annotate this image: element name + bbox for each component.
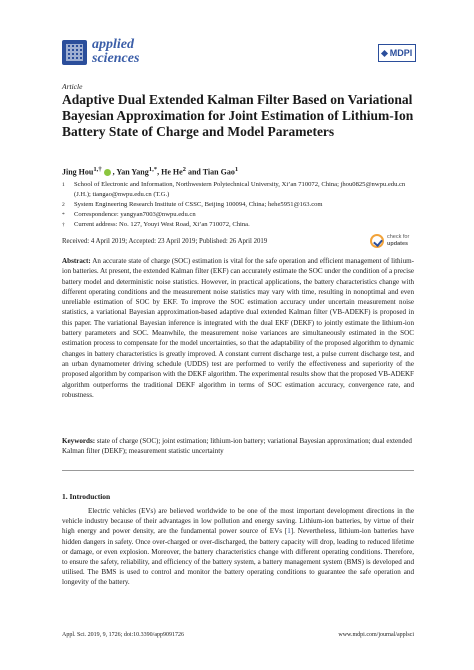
author-superscript: 1,* bbox=[148, 166, 158, 173]
section-heading: 1. Introduction bbox=[62, 492, 111, 501]
journal-name-line2: sciences bbox=[92, 51, 140, 66]
affiliation-mark: 1 bbox=[62, 182, 65, 188]
author-conjunction: and bbox=[187, 167, 201, 177]
affiliation-text: Current address: No. 127, Youyi West Road, Xi’an 710072, China. bbox=[74, 221, 250, 228]
journal-name bbox=[92, 38, 139, 66]
mdpi-logo bbox=[378, 44, 416, 62]
author-superscript: 2 bbox=[182, 166, 186, 173]
intro-text-part2: ]. Nevertheless, lithium-ion batteries have hidden dangers in safety. Once over-charged or over-discharged, the battery capacity will drop, leading to reduced lifetime or damage, or even explosion. Moreover, the battery characteristics change with different operating conditions. Therefore, to ensure the safety, reliability, and efficiency of the battery system, a battery management system (BMS) is developed and utilised. The BMS is used to control and monitor the battery operating conditions to guarantee the safe operation and longevity of the battery. bbox=[62, 527, 414, 587]
affiliation-row bbox=[62, 210, 412, 220]
affiliation-text: Correspondence: yangyan7003@nwpu.edu.cn bbox=[74, 211, 196, 218]
affiliations bbox=[62, 180, 412, 230]
affiliation-text: System Engineering Research Institute of CSSC, Beijing 100094, China; hehe5951@163.com bbox=[74, 201, 323, 208]
affiliation-row bbox=[62, 200, 412, 210]
keywords bbox=[62, 436, 414, 457]
paper-title: Adaptive Dual Extended Kalman Filter Based on Variational Bayesian Approximation for Joint Estimation of Lithium-Ion Battery State of Charge and Model Parameters bbox=[62, 92, 414, 139]
author-name[interactable]: Tian Gao bbox=[202, 167, 235, 177]
intro-paragraph bbox=[62, 506, 414, 588]
abstract bbox=[62, 256, 414, 400]
mdpi-diamond-icon bbox=[381, 50, 388, 57]
author-name[interactable]: Jing Hou bbox=[62, 167, 94, 177]
citation-link[interactable]: 1 bbox=[287, 527, 291, 536]
abstract-label: Abstract: bbox=[62, 257, 91, 265]
affiliation-text: School of Electronic and Information, Northwestern Polytechnical University, Xi’an 710072, China; jhou0825@nwpu.edu.cn (J.H.); tiangao@nwpu.edu.cn (T.G.) bbox=[74, 181, 406, 198]
check-updates-line2: updates bbox=[387, 240, 409, 247]
author-list: Jing Hou$^{1,\dagger}$ , Yan Yang$^{1,*}$, He He$^2$ and Tian Gao$^1$ bbox=[62, 166, 239, 177]
abstract-text: An accurate state of charge (SOC) estimation is vital for the safe operation and efficient management of lithium-ion batteries. At present, the extended Kalman filter (EKF) can accurately estimate the SOC under the condition of a precise battery model and deterministic noise statistics. However, in practical applications, the battery characteristics change with different operating conditions and the measurement noise statistics may vary with time, resulting in nonoptimal and even unreliable estimation of SOC by EKF. To improve the SOC estimation accuracy under uncertain measurement noise statistics, a variational Bayesian approximation-based adaptive dual extended Kalman filter (VB-ADEKF) is proposed in this paper. The variational Bayesian inference is integrated with the dual EKF (DEKF) to jointly estimate the lithium-ion battery parameters and SOC. Meanwhile, the measurement noise variances are simultaneously estimated in the SOC estimation process to compensate for the model uncertainties, so that the adaptability of the proposed algorithm to dynamic changes in battery characteristics is greatly improved. A constant current discharge test, a pulse current discharge test, and an urban dynamometer driving schedule (UDDS) test are performed to verify the effectiveness and superiority of the proposed algorithm by comparison with the DEKF algorithm. The experimental results show that the proposed VB-ADEKF algorithm outperforms the traditional DEKF algorithm in terms of SOC estimation accuracy, convergence rate, and robustness. bbox=[62, 257, 415, 399]
journal-name-line1: applied bbox=[92, 37, 134, 52]
check-for-updates-badge[interactable] bbox=[370, 232, 418, 252]
keywords-text: state of charge (SOC); joint estimation; lithium-ion battery; variational Bayesian approximation; dual extended Kalman filter (DEKF); measurement statistic uncertainty bbox=[62, 437, 412, 456]
affiliation-row bbox=[62, 180, 412, 200]
author-name[interactable]: He He bbox=[161, 167, 183, 177]
mdpi-text: MDPI bbox=[389, 48, 413, 58]
author-name[interactable]: Yan Yang bbox=[116, 167, 149, 177]
footer-journal-url[interactable]: www.mdpi.com/journal/applsci bbox=[338, 632, 414, 638]
footer-citation: Appl. Sci. 2019, 9, 1726; doi:10.3390/app9091726 bbox=[62, 632, 184, 638]
check-updates-line1: check for bbox=[387, 234, 410, 240]
intro-text-part1: Electric vehicles (EVs) are believed worldwide to be one of the most important development directions in the vehicle industry because of their advantages in low pollution and energy saving. Lithium-ion batteries, by virtue of their high energy and power density, are the fundamental power source of EVs [ bbox=[62, 507, 414, 536]
orcid-icon[interactable] bbox=[104, 169, 111, 176]
check-for-updates-icon bbox=[370, 234, 384, 248]
affiliation-mark: 2 bbox=[62, 202, 65, 208]
journal-logo bbox=[62, 40, 87, 65]
affiliation-mark: * bbox=[62, 212, 65, 218]
affiliation-row bbox=[62, 220, 412, 230]
author-superscript: 1 bbox=[234, 166, 239, 173]
section-divider bbox=[62, 470, 414, 471]
keywords-label: Keywords: bbox=[62, 437, 96, 445]
article-type: Article bbox=[62, 82, 83, 91]
check-for-updates-text bbox=[387, 234, 409, 247]
author-superscript: 1,† bbox=[93, 166, 102, 173]
publication-dates: Received: 4 April 2019; Accepted: 23 April 2019; Published: 26 April 2019 bbox=[62, 238, 268, 245]
affiliation-mark: † bbox=[62, 222, 65, 228]
